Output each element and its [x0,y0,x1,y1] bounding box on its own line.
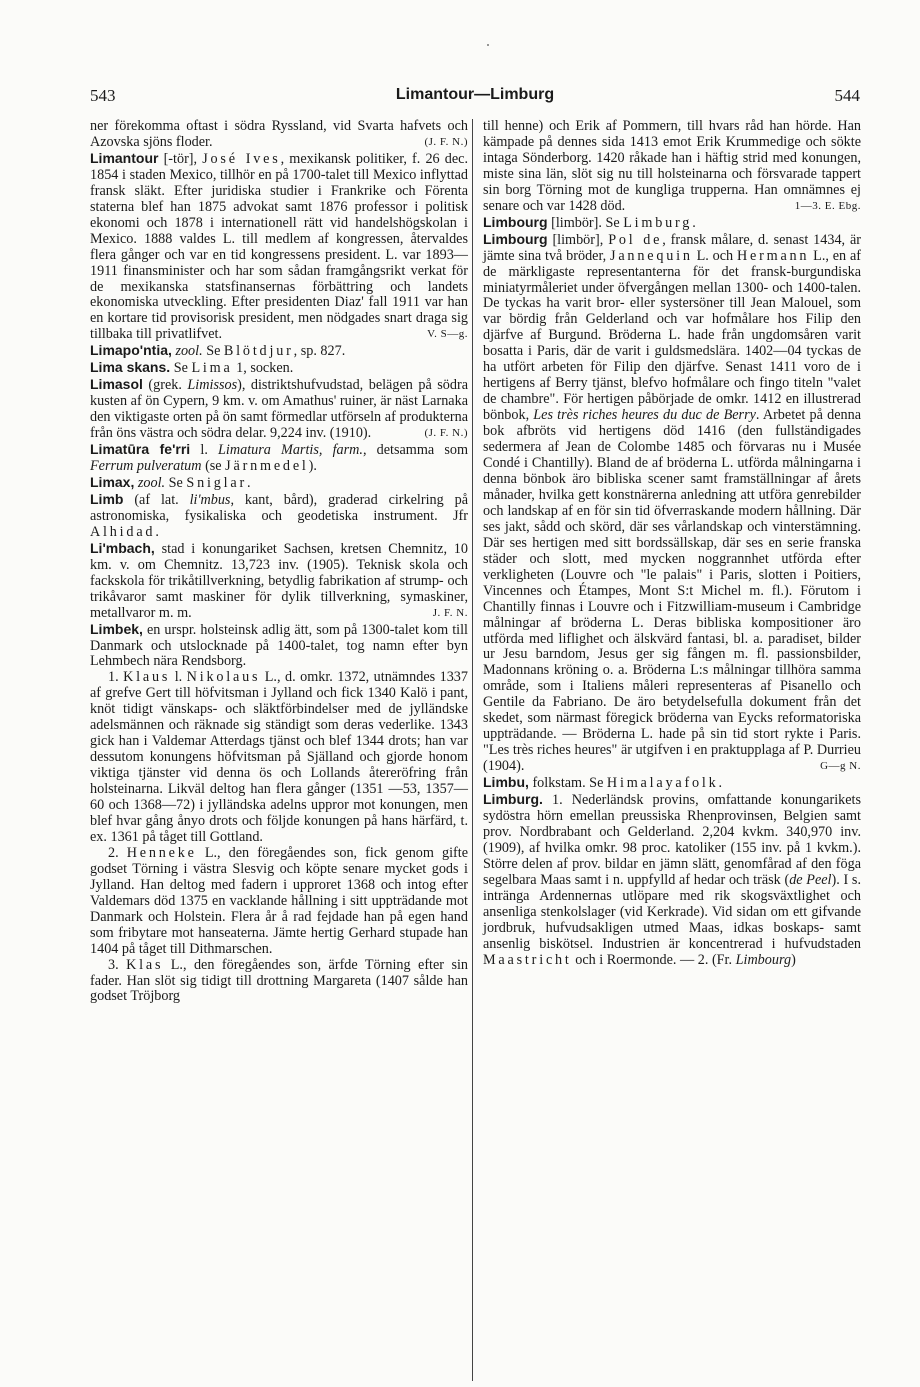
left-paragraph-5: Limatūra fe'rri l. Limatura Martis, farm., detsamma som Ferrum pulveratum (se Järnmedel). [90,441,468,475]
left-column [90,119,468,1005]
left-paragraph-11: 2. Henneke L., den föregåendes son, fick genom gifte godset Törning i västra Slesvig och köpte senare mycket gods i Jylland. Han deltog med fadern i upproret 1368 och intog efter Valdemars död 1375 en vacklande hållning i sitt uppträdande mot Danmark och Holstein. Flera år å rad fejdade han på egen hand som fribytare mot hanseaterna. Jämte hertig Gerhard stupade han 1404 på tåget till Dithmarschen. [90,844,468,957]
left-paragraph-3: Lima skans. Se Lima 1, socken. [90,359,294,377]
column-divider [472,119,473,1381]
left-paragraph-8: Li'mbach, stad i konungariket Sachsen, kretsen Chemnitz, 10 km. v. om Chemnitz. 13,723 inv. (1905). Teknisk skola och fackskola för trikåtillverkning, betydlig fabrikation af strump- och trikåvaror samt maskiner för dylik tillverkning, symaskiner, metallvaror m. m. J. F. N. [90,539,468,621]
left-paragraph-6: Limax, zool. Se Sniglar. [90,473,251,491]
right-paragraph-1: Limbourg [limbör]. Se Limburg. [483,213,696,231]
page-number-left: 543 [90,86,116,105]
running-head: Limantour—Limburg [395,86,555,103]
left-paragraph-2: Limapo'ntia, zool. Se Blötdjur, sp. 827. [90,342,346,360]
left-paragraph-7: Limb (af lat. li'mbus, kant, bård), graderad cirkelring på astronomiska, fysikaliska och geodetiska instrument. Jfr Alhidad. [90,490,468,540]
page-header [90,86,860,110]
right-paragraph-0: till henne) och Erik af Pommern, till hvars råd han hörde. Han kämpade på dennes sida 1413 emot Erik Krummedige och sökte intaga Sönderborg. 1420 råkade han i häftig strid med konungen, miste sina län, slöt sig nu till holsteinarna och försvarade tappert sin borg Törning mot de kungliga trupperna. Han omnämnes ej senare och var 1428 död. 1—3. E. Ebg. [483,118,861,214]
left-paragraph-1: Limantour [-tör], José Ives, mexikansk politiker, f. 26 dec. 1854 i staden Mexico, tillhör en på 1700-talet till Mexico inflyttad fransk släkt. Efter juridiska studier i Frankrike och Förenta staterna blef han 1875 advokat samt 1876 professor i politisk ekonomi och 1878 i internationell rätt vid handelshögskolan i Mexico. 1888 valdes L. till medlem af kongressen, återvaldes flera gånger och var en tid kongressens president. L. var 1893—1911 finansminister och har som sådan framgångsrikt verkat för de mexikanska statsfinansernas förbättring och landets ekonomiska utveckling. Efter presidenten Diaz' fall 1911 var han en kortare tid provisorisk president, men nödgades snart draga sig tillbaka till privatlifvet. V. S—g. [90,149,469,343]
right-paragraph-4: Limburg. 1. Nederländsk provins, omfattande konungarikets sydöstra hörn emellan preussiska Rhenprovinsen, Belgien samt prov. Nordbrabant och Gelderland. 2,204 kvkm. 340,970 inv. (1909), af hvilka omkr. 98 proc. katoliker (155 inv. på 1 kvkm.). Större delen af prov. bildar en jämn slätt, genomfårad af den föga segelbara Maas samt i n. uppfylld af hedar och träsk (de Peel). I s. intränga Ardennernas utlöpare med rik skogsväxtlighet och ansenliga stenkolslager (vid Kerkrade). Vid sidan om ett gifvande jordbruk, hufvudsakligen utmed Maas, idkas boskaps- samt ansenlig biskötsel. Industrien är koncentrerad i hufvudstaden Maastricht och i Roermonde. — 2. (Fr. Limbourg) [483,791,861,968]
right-paragraph-2: Limbourg [limbör], Pol de, fransk målare, d. senast 1434, är jämte sina två bröder, Jannequin L. och Hermann L., en af de märkligaste representanterna för det fransk-burgundiska miniatyrmåleriet under öfvergången mellan 1300- och 1400-talen. De tyckas ha varit bror- eller systersöner till Jean Malouel, som var bördig från Gelderland och var hofmålare hos Filip den djärfve af Burgund. Bröderna L. hade från ungdomsåren varit bosatta i Paris, där de varit i guldsmedslära. 1402—04 tyckas de ha utfört arbeten för Filip den djärfve. Senast 1411 voro de i hertigens af Berry tjänst, blefvo hofmålare och fingo titeln "valet de chambre". För hertigen påbörjade de omkr. 1412 en illustrerad bönbok, Les très riches heures du duc de Berry. Arbetet på denna bok afbröts vid hertigens död 1416 (den fullständigades sedermera af Jean de Colombe 1485 och förvaras nu i Musée Condé i Chantilly). Bland de af bröderna L. utförda målningarna i denna bönbok äro bibliska scener samt framställningar af årets månader, hvilka gett konstnärerna anledning att utföra genrebilder och landskap af en för sin tid öfverraskande modern hållning. Där ses jakt, sådd och skörd, där ses vårlandskap och vinterstämning. Där ses hertigen med sitt bordssällskap, där ses en serie franska städer och slott, med mycken noggrannhet utförda efter verkligheten (Louvre och "le palais" i Paris, slotten i Poitiers, Vincennes och Étampes, Mont S:t Michel m. fl.). Förutom i Chantilly finnas i Louvre och i Fitzwilliam-museum i Cambridge målningar af bröderna L. Deras bibliska kompositioner äro utförda med liflighet och älskvärd fantasi, bl. a. paradiset, bilder ur Jesu barndom, Jesus ger sig fången m. fl. passionsbilder, Madonnans kröning o. a. Bröderna L:s målningar tillhöra samma område, som i Italiens måleri representeras af Pisanello och Gentile da Fabriano. De äro betydelsefulla dokument från det skedet, som närmast föregick bröderna van Eycks reformatoriska uppträdande. — Bröderna L. hade på sin tid stort rykte i Paris. "Les très riches heures" är utgifven i en praktupplaga af P. Durrieu (1904). G—g N. [483,230,862,775]
right-column [483,119,861,969]
speck [487,44,489,46]
left-paragraph-0: ner förekomma oftast i södra Ryssland, vid Svarta hafvets och Azovska sjöns floder. (J. F. N.) [90,118,468,150]
right-paragraph-3: Limbu, folkstam. Se Himalayafolk. [483,774,723,792]
left-paragraph-10: 1. Klaus l. Nikolaus L., d. omkr. 1372, utnämndes 1337 af grefve Gert till höfvitsman i Jylland och fick 1340 Kalö i pant, knöt tidigt vänskaps- och släktförbindelser med de jylländske adelsmännen och räknade sig ständigt som deras vederlike. 1343 gick han i Valdemar Atterdags tjänst och blef 1344 drots; han var dessutom konungens höfvitsman på Själland och gjorde honom viktiga tjänster vid denna ös och Lollands återeröfring från holsteinarna. Likväl deltog han flera gånger (1351 —53, 1357—60 och 1368—72) i jylländska adelns uppror mot konungen, men blef hvar gång ånyo drots och följde konungen på hans härfärd, t. ex. 1361 på tåget till Gottland. [90,669,468,845]
left-paragraph-4: Limasol (grek. Limissos), distriktshufvudstad, belägen på södra kusten af ön Cypern, 9 km. v. om Amathus' ruiner, är näst Larnaka den viktigaste orten på ön samt förmedlar utförseln af produkterna från öns västra och södra delar. 9,224 inv. (1910). (J. F. N.) [90,376,468,442]
left-paragraph-12: 3. Klas L., den föregåendes son, ärfde Törning efter sin fader. Han slöt sig tidigt till drottning Margareta (1407 sålde han godset Tröjborg [90,956,469,1005]
left-paragraph-9: Limbek, en urspr. holsteinsk adlig ätt, som på 1300-talet kom till Danmark och utslocknade på 1400-talet, tog namn efter byn Lehmbech nära Rendsborg. [90,620,468,670]
page-number-right: 544 [834,86,860,105]
